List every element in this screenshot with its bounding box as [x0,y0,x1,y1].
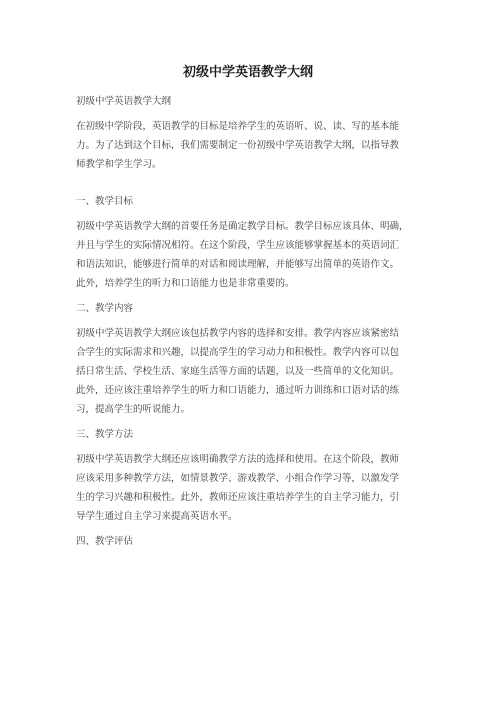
text-line: 初级中学英语教学大纲应该包括教学内容的选择和安排。教学内容应该紧密结 [76,328,400,339]
text-line: 师教学和学生学习。 [76,159,162,170]
text-line: 此外，培养学生的听力和口语能力也是非常重要的。 [76,278,295,289]
text-line: 括日常生活、学校生活、家庭生活等方面的话题，以及一些简单的文化知识。 [76,366,400,377]
text-line: 应该采用多种教学方法，如情景教学、游戏教学、小组合作学习等，以激发学 [76,473,400,484]
text-line: 生的学习兴趣和积极性。此外，教师还应该注重培养学生的自主学习能力，引 [76,492,400,503]
section-heading: 一、教学目标 [76,196,134,207]
section-heading: 二、教学内容 [76,303,134,314]
text-line: 习，提高学生的听说能力。 [76,404,191,415]
text-line: 初级中学英语教学大纲的首要任务是确定教学目标。教学目标应该具体、明确， [76,221,409,232]
section-heading: 三、教学方法 [76,429,134,440]
document-title: 初级中学英语教学大纲 [182,65,313,80]
text-line: 和语法知识，能够进行简单的对话和阅读理解，并能够写出简单的英语作文。 [76,259,400,270]
section-heading: 四、教学评估 [76,536,134,547]
text-line: 初级中学英语教学大纲还应该明确教学方法的选择和使用。在这个阶段，教师 [76,454,400,465]
text-line: 合学生的实际需求和兴趣，以提高学生的学习动力和积极性。教学内容可以包 [76,347,400,358]
text-line: 力。为了达到这个目标，我们需要制定一份初级中学英语教学大纲，以指导教 [76,140,400,151]
text-line: 此外，还应该注重培养学生的听力和口语能力，通过听力训练和口语对话的练 [76,385,400,396]
text-line: 在初级中学阶段，英语教学的目标是培养学生的英语听、说、读、写的基本能 [76,121,400,132]
text-line: 初级中学英语教学大纲 [76,96,172,107]
text-line: 导学生通过自主学习来提高英语水平。 [76,511,238,522]
text-line: 并且与学生的实际情况相符。在这个阶段，学生应该能够掌握基本的英语词汇 [76,240,400,251]
